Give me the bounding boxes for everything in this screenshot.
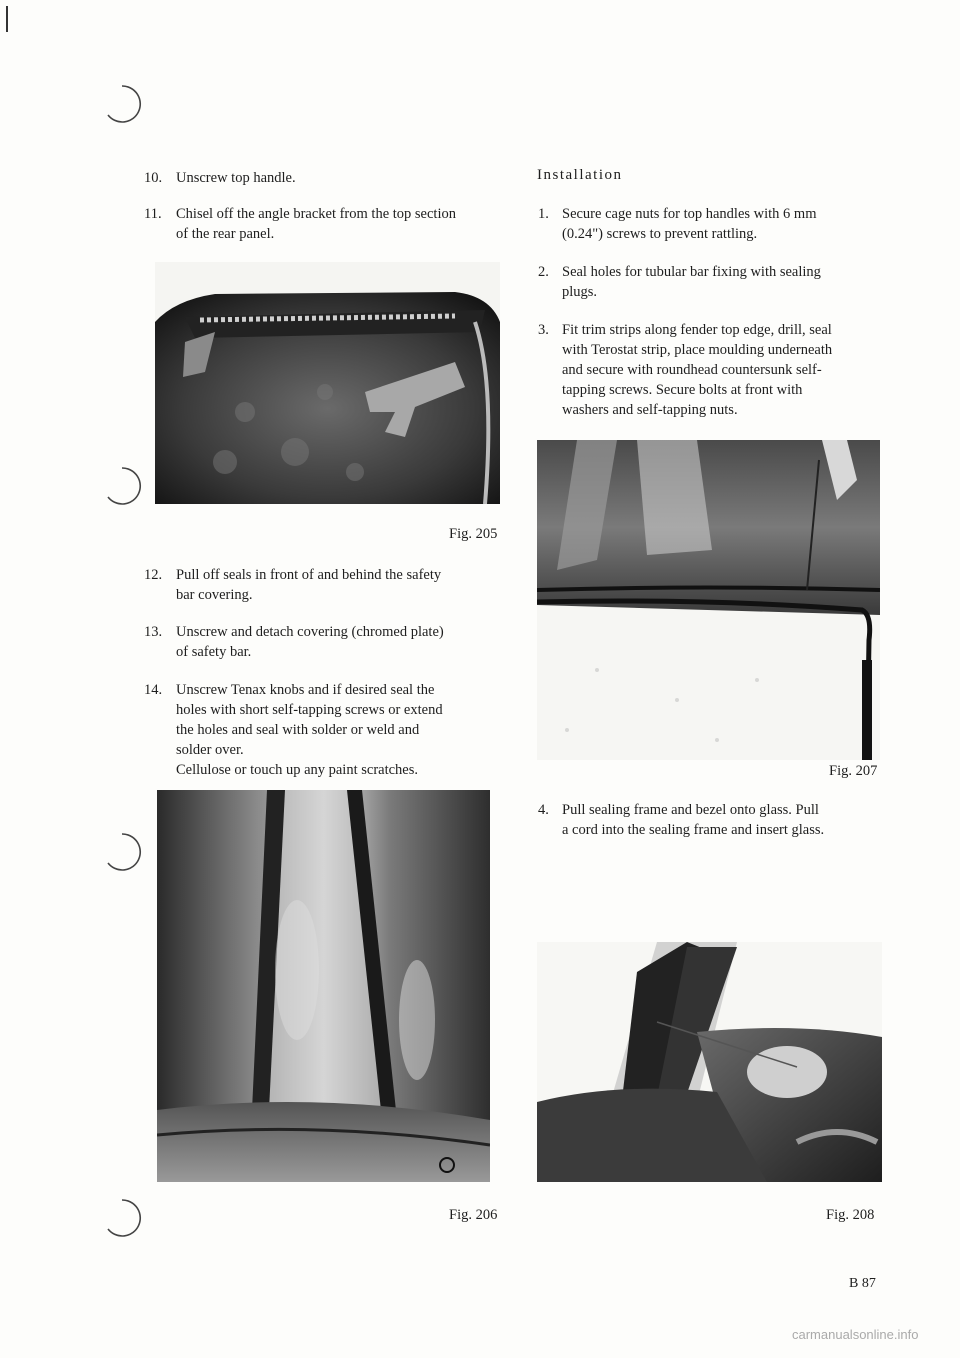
- step-text: Unscrew and detach covering (chromed plate) of safety bar.: [176, 624, 444, 660]
- step-number: 13.: [144, 624, 163, 640]
- punch-hole-icon: [100, 1196, 144, 1240]
- fig-207-caption: Fig. 207: [829, 763, 878, 779]
- punch-hole-icon: [100, 82, 144, 126]
- page-number: B 87: [849, 1276, 876, 1291]
- step-number: 1.: [538, 206, 549, 222]
- step-13: [144, 622, 514, 662]
- step-number: 10.: [144, 170, 163, 186]
- step-number: 3.: [538, 322, 549, 338]
- step-11: [144, 204, 514, 244]
- step-number: 4.: [538, 802, 549, 818]
- punch-hole-icon: [100, 464, 144, 508]
- step-text: Fit trim strips along fender top edge, drill, seal with Terostat strip, place moulding underneath and secure with roundhead countersunk self- tapping screws. Secure bolts at front with washers and self-tapping nuts.: [562, 322, 833, 418]
- step-text: Pull sealing frame and bezel onto glass. Pull a cord into the sealing frame and insert glass.: [562, 802, 825, 838]
- step-text: Unscrew top handle.: [176, 170, 296, 186]
- step-number: 2.: [538, 264, 549, 280]
- watermark-link[interactable]: carmanualsonline.info: [792, 1327, 919, 1342]
- step-number: 12.: [144, 567, 163, 583]
- section-heading: Installation: [537, 167, 623, 183]
- step-text: Pull off seals in front of and behind the safety bar covering.: [176, 567, 442, 603]
- binder-mark: [6, 6, 8, 32]
- step-text: Seal holes for tubular bar fixing with sealing plugs.: [562, 264, 821, 300]
- step-text: Secure cage nuts for top handles with 6 mm (0.24") screws to prevent rattling.: [562, 206, 817, 242]
- fig-207-photo: [537, 440, 880, 760]
- fig-208-photo: [537, 942, 882, 1182]
- fig-206-caption: Fig. 206: [449, 1207, 498, 1223]
- step-10: [144, 168, 514, 188]
- fig-205-photo: [155, 262, 500, 504]
- fig-208-caption: Fig. 208: [826, 1207, 875, 1223]
- step-14: [144, 680, 514, 780]
- fig-205-caption: Fig. 205: [449, 526, 498, 542]
- punch-hole-icon: [100, 830, 144, 874]
- step-text: Unscrew Tenax knobs and if desired seal the holes with short self-tapping screws or extend the holes and seal with solder or weld and solder over. Cellulose or touch up any paint scratches.: [176, 682, 443, 778]
- step-number: 14.: [144, 682, 163, 698]
- step-1: [538, 204, 918, 244]
- step-text: Chisel off the angle bracket from the top section of the rear panel.: [176, 206, 456, 242]
- step-3: [538, 320, 918, 420]
- step-4: [538, 800, 918, 840]
- fig-206-photo: [157, 790, 490, 1182]
- step-12: [144, 565, 514, 605]
- step-number: 11.: [144, 206, 162, 222]
- step-2: [538, 262, 918, 302]
